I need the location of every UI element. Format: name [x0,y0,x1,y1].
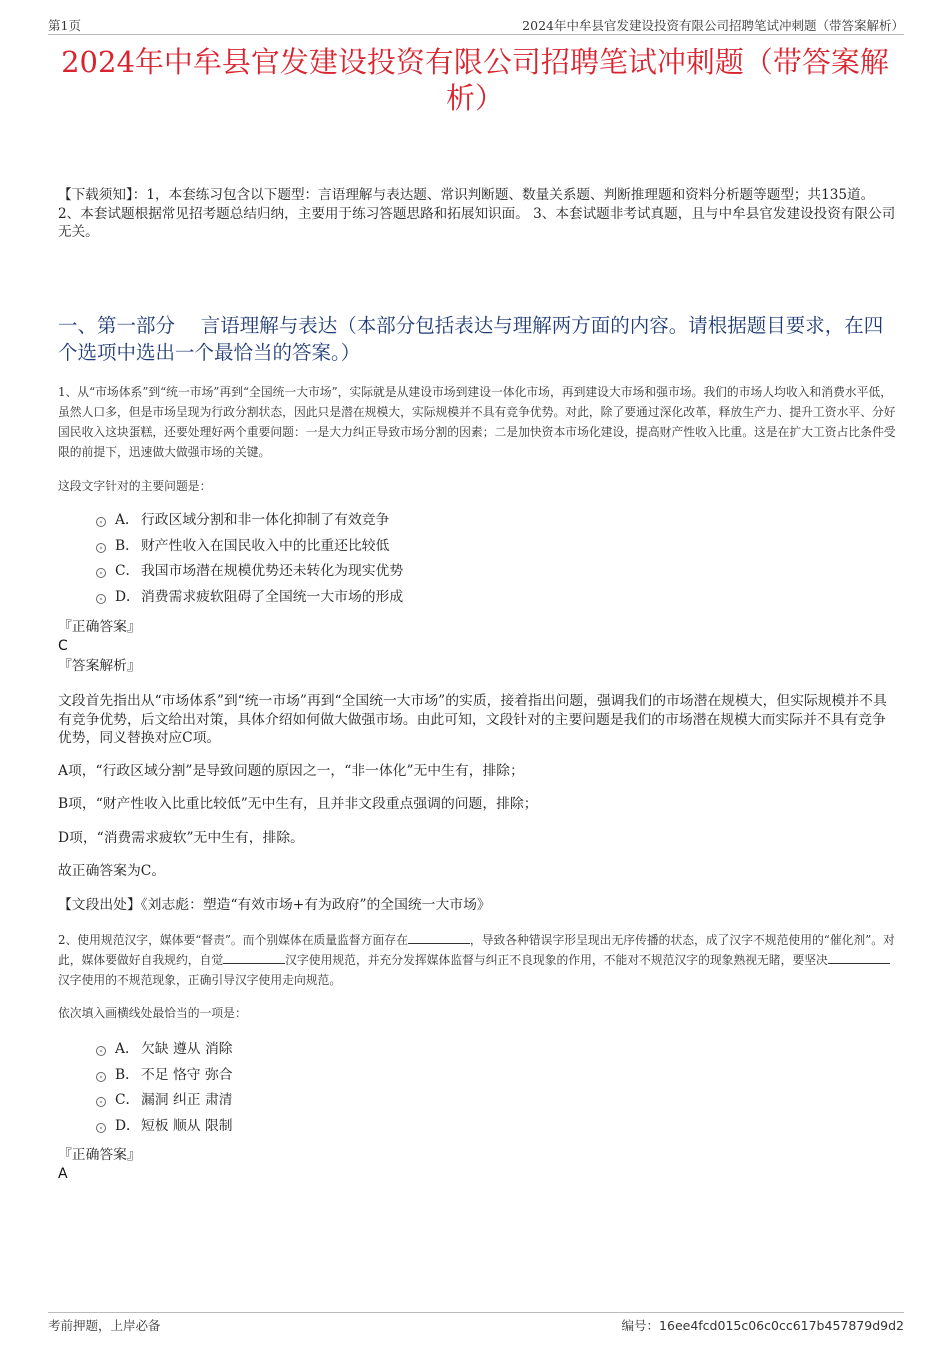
document-title: 2024年中牟县官发建设投资有限公司招聘笔试冲刺题（带答案解析） [61,45,889,115]
footer-code: 编号：16ee4fcd015c06c0cc617b457879d9d2 [621,1318,904,1333]
radio-icon[interactable] [96,1123,106,1133]
q1-analysis: 文段首先指出从“市场体系”到“统一市场”再到“全国统一大市场”的实质，接着指出问题，强调我们的市场潜在规模大，但实际规模并不具有竞争优势，后文给出对策，具体介绍如何做大做强市场。由此可知，文段针对的主要问题是我们的市场潜在规模大而实际并不具有竞争优势，同义替换对应C项。 [58,693,887,746]
q1-options [96,508,403,610]
radio-icon[interactable] [96,568,106,578]
q2-options [96,1037,233,1139]
q1-note-b: B项，“财产性收入比重比较低”无中生有，且并非文段重点强调的问题，排除； [58,796,538,812]
fill-blank-1 [408,932,470,944]
radio-icon[interactable] [96,517,106,527]
q2-stem: 2、使用规范汉字，媒体要“督责”。而个别媒体在质量监督方面存在 ，导致各种错误字形呈现出无序传播的状态，成了汉字不规范使用的“催化剂”。对此，媒体要做好自我规约，自觉 汉字使用规范，并充分发挥媒体监督与纠正不良现象的作用，不能对不规范汉字的现象熟视无睹，要坚决汉字使用的不规范现象，正确引导汉字使用走向规范。 [58,933,895,987]
fill-blank-2 [223,952,285,964]
footer-slogan: 考前押题，上岸必备 [48,1318,161,1333]
q2-option-a[interactable]: A． 欠缺 遵从 消除 [96,1037,233,1063]
q1-note-a: A项，“行政区域分割”是导致问题的原因之一，“非一体化”无中生有，排除； [58,763,524,779]
radio-icon[interactable] [96,594,106,604]
q1-answer-label: 『正确答案』 [58,619,141,635]
q1-option-a[interactable]: A． 行政区域分割和非一体化抑制了有效竞争 [96,508,403,534]
q2-answer: A [58,1166,68,1182]
page-number: 第1页 [48,18,81,33]
q1-source: 【文段出处】《刘志彪：塑造“有效市场+有为政府”的全国统一大市场》 [58,897,491,913]
q1-option-b[interactable]: B． 财产性收入在国民收入中的比重还比较低 [96,534,403,560]
q2-answer-label: 『正确答案』 [58,1147,141,1163]
radio-icon[interactable] [96,543,106,553]
download-notice: 【下载须知】：1，本套练习包含以下题型：言语理解与表达题、常识判断题、数量关系题、判断推理题和资料分析题等题型；共135道。 2、本套试题根据常见招考题总结归纳，主要用于练习答题思路和拓展知识面。 3、本套试题非考试真题，且与中牟县官发建设投资有限公司无关。 [58,187,896,240]
q2-prompt: 依次填入画横线处最恰当的一项是： [58,1006,247,1020]
radio-icon[interactable] [96,1072,106,1082]
header-doc-title: 2024年中牟县官发建设投资有限公司招聘笔试冲刺题（带答案解析） [522,18,904,33]
q1-option-c[interactable]: C． 我国市场潜在规模优势还未转化为现实优势 [96,559,403,585]
page-footer [48,1312,904,1335]
radio-icon[interactable] [96,1097,106,1107]
page-header [48,14,904,35]
q1-conclusion: 故正确答案为C。 [58,863,166,879]
q1-analysis-label: 『答案解析』 [58,658,141,674]
section-heading: 一、第一部分 言语理解与表达（本部分包括表达与理解两方面的内容。请根据题目要求，在四个选项中选出一个最恰当的答案。） [58,314,884,364]
q2-option-b[interactable]: B． 不足 恪守 弥合 [96,1063,233,1089]
q1-note-d: D项，“消费需求疲软”无中生有，排除。 [58,830,304,846]
q1-option-d[interactable]: D．消费需求疲软阻碍了全国统一大市场的形成 [96,585,403,611]
q1-answer: C [58,638,68,654]
radio-icon[interactable] [96,1046,106,1056]
q2-option-d[interactable]: D．短板 顺从 限制 [96,1114,233,1140]
q1-prompt: 这段文字针对的主要问题是： [58,479,212,493]
q2-option-c[interactable]: C． 漏洞 纠正 肃清 [96,1088,233,1114]
q1-stem: 1、从“市场体系”到“统一市场”再到“全国统一大市场”，实际就是从建设市场到建设一体化市场，再到建设大市场和强市场。我们的市场人均收入和消费水平低，虽然人口多，但是市场呈现为行政分割状态，因此只是潜在规模大，实际规模并不具有竞争优势。对此，除了要通过深化改革，释放生产力、提升工资水平、分好国民收入这块蛋糕，还要处理好两个重要问题：一是大力纠正导致市场分割的因素；二是加快资本市场化建设，提高财产性收入比重。这是在扩大工资占比条件受限的前提下，迅速做大做强市场的关键。 [58,385,896,459]
fill-blank-3 [828,952,890,964]
